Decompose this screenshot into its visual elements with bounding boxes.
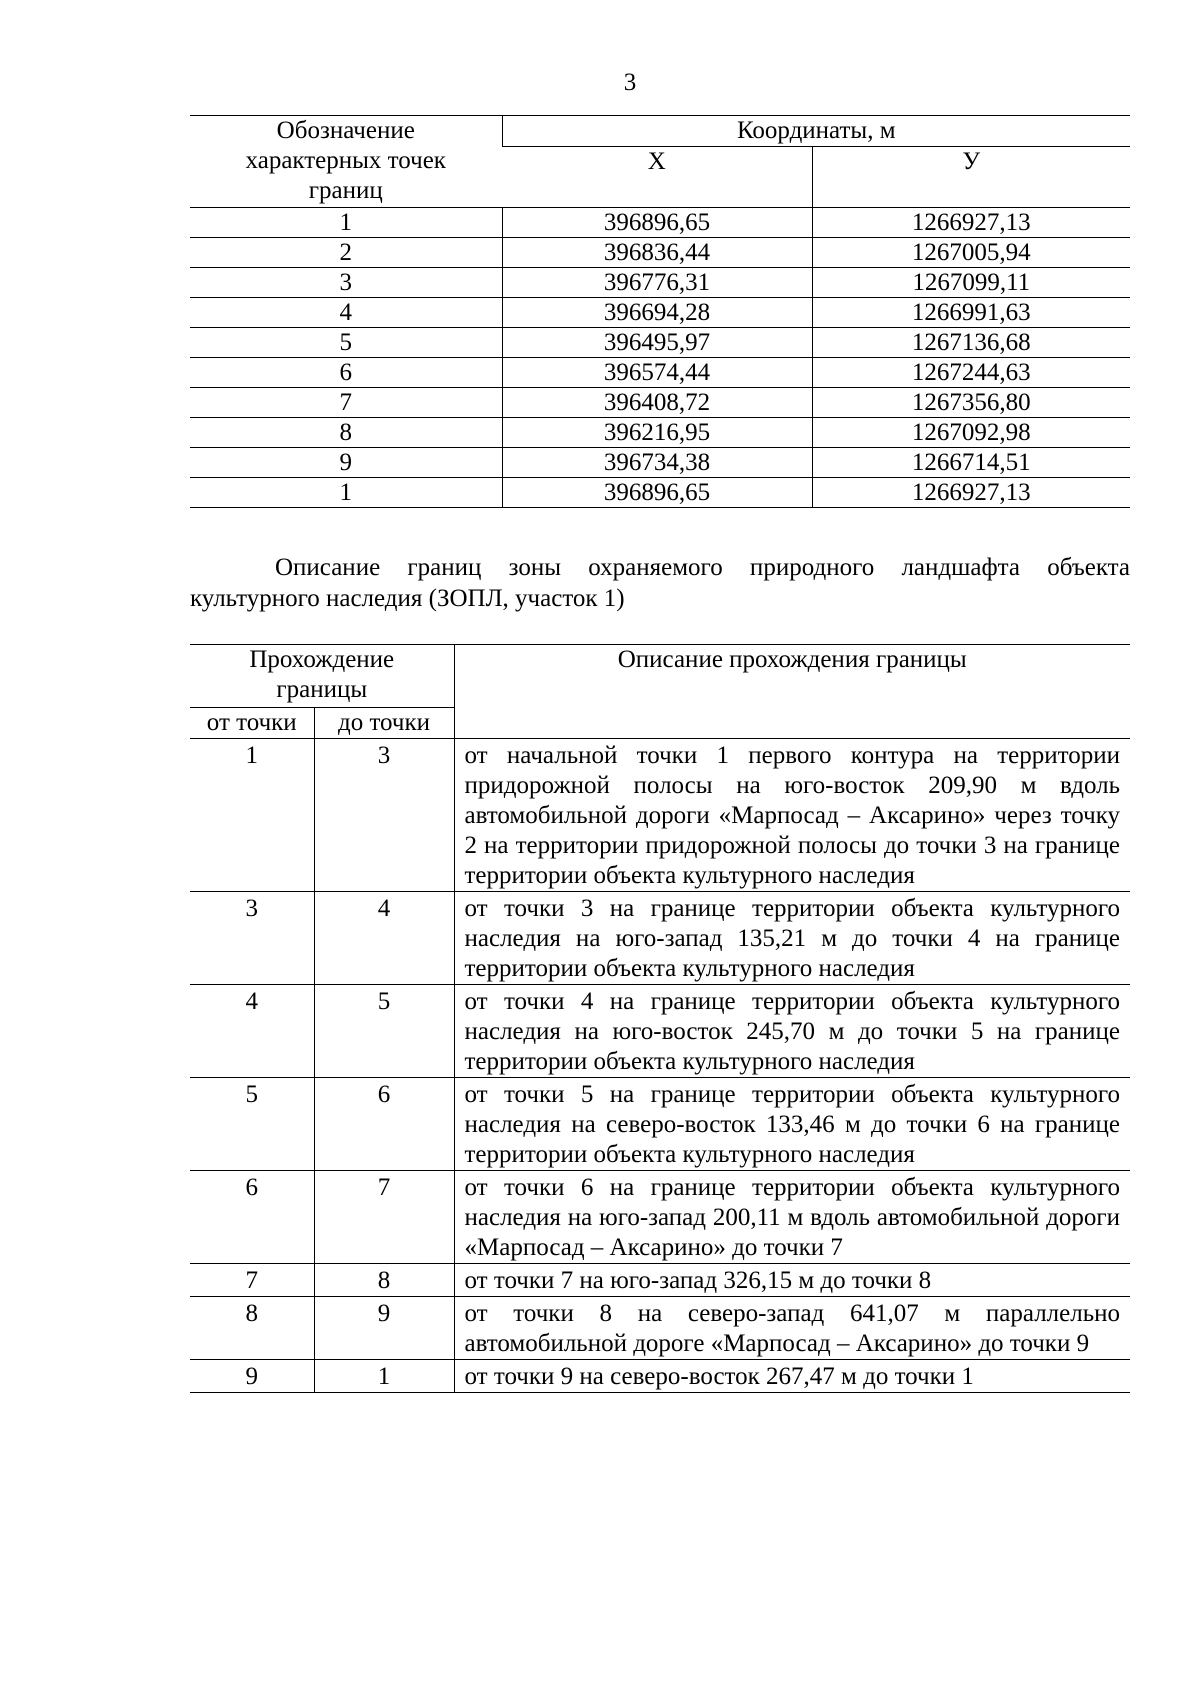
to-cell: 1	[314, 1360, 454, 1393]
table-row	[190, 1171, 1130, 1264]
table-row	[190, 1078, 1130, 1171]
point-cell: 2	[190, 238, 502, 268]
header-to: до точки	[314, 708, 454, 739]
point-cell: 1	[190, 478, 502, 508]
from-cell: 1	[190, 739, 314, 892]
x-cell: 396495,97	[502, 328, 812, 358]
x-cell: 396694,28	[502, 298, 812, 328]
x-cell: 396896,65	[502, 478, 812, 508]
table-row	[190, 478, 1130, 508]
table-row	[190, 1360, 1130, 1393]
from-cell: 6	[190, 1171, 314, 1264]
point-cell: 8	[190, 418, 502, 448]
section-description: Описание границ зоны охраняемого природного ландшафта объекта культурного наследия (ЗОПЛ, участок 1)	[190, 554, 1130, 612]
table-row	[190, 358, 1130, 388]
to-cell: 7	[314, 1171, 454, 1264]
point-cell: 1	[190, 208, 502, 238]
table-row	[190, 388, 1130, 418]
x-cell: 396408,72	[502, 388, 812, 418]
description-cell: от точки 4 на границе территории объекта культурного наследия на юго-восток 245,70 м до точки 5 на границе территории объекта культурного наследия	[454, 985, 1130, 1078]
coordinates-table	[190, 115, 1130, 508]
to-cell: 9	[314, 1297, 454, 1360]
description-cell: от точки 3 на границе территории объекта культурного наследия на юго-запад 135,21 м до точки 4 на границе территории объекта культурного наследия	[454, 892, 1130, 985]
y-cell: 1266927,13	[812, 208, 1130, 238]
table-row	[190, 268, 1130, 298]
header-designation: Обозначение характерных точек границ	[190, 116, 502, 208]
point-cell: 5	[190, 328, 502, 358]
point-cell: 3	[190, 268, 502, 298]
header-coordinates: Координаты, м	[502, 116, 1130, 147]
to-cell: 5	[314, 985, 454, 1078]
y-cell: 1267099,11	[812, 268, 1130, 298]
table-row	[190, 208, 1130, 238]
header-x: X	[502, 147, 812, 208]
to-cell: 6	[314, 1078, 454, 1171]
x-cell: 396836,44	[502, 238, 812, 268]
header-from: от точки	[190, 708, 314, 739]
table-row	[190, 739, 1130, 892]
to-cell: 8	[314, 1264, 454, 1297]
table-row	[190, 418, 1130, 448]
y-cell: 1267356,80	[812, 388, 1130, 418]
table-row	[190, 1297, 1130, 1360]
table-row	[190, 298, 1130, 328]
from-cell: 8	[190, 1297, 314, 1360]
x-cell: 396216,95	[502, 418, 812, 448]
x-cell: 396896,65	[502, 208, 812, 238]
point-cell: 4	[190, 298, 502, 328]
description-cell: от точки 9 на северо-восток 267,47 м до точки 1	[454, 1360, 1130, 1393]
from-cell: 5	[190, 1078, 314, 1171]
y-cell: 1267136,68	[812, 328, 1130, 358]
to-cell: 4	[314, 892, 454, 985]
description-cell: от точки 5 на границе территории объекта культурного наследия на северо-восток 133,46 м до точки 6 на границе территории объекта культурного наследия	[454, 1078, 1130, 1171]
description-cell: от точки 8 на северо-запад 641,07 м параллельно автомобильной дороге «Марпосад – Аксарино» до точки 9	[454, 1297, 1130, 1360]
y-cell: 1267244,63	[812, 358, 1130, 388]
y-cell: 1266927,13	[812, 478, 1130, 508]
from-cell: 7	[190, 1264, 314, 1297]
description-cell: от точки 6 на границе территории объекта культурного наследия на юго-запад 200,11 м вдоль автомобильной дороги «Марпосад – Аксарино» до точки 7	[454, 1171, 1130, 1264]
from-cell: 3	[190, 892, 314, 985]
table-row	[190, 328, 1130, 358]
page-number: 3	[623, 69, 637, 96]
header-y: У	[812, 147, 1130, 208]
description-cell: от начальной точки 1 первого контура на территории придорожной полосы на юго-восток 209,90 м вдоль автомобильной дороги «Марпосад – Аксарино» через точку 2 на территории придорожной полосы до точки 3 на границе территории объекта культурного наследия	[454, 739, 1130, 892]
table-row	[190, 985, 1130, 1078]
point-cell: 6	[190, 358, 502, 388]
boundary-table	[190, 644, 1130, 1393]
x-cell: 396776,31	[502, 268, 812, 298]
header-passage: Прохождение границы	[190, 645, 454, 708]
x-cell: 396734,38	[502, 448, 812, 478]
table-row	[190, 1264, 1130, 1297]
to-cell: 3	[314, 739, 454, 892]
table-row	[190, 448, 1130, 478]
description-cell: от точки 7 на юго-запад 326,15 м до точки 8	[454, 1264, 1130, 1297]
y-cell: 1267092,98	[812, 418, 1130, 448]
x-cell: 396574,44	[502, 358, 812, 388]
from-cell: 9	[190, 1360, 314, 1393]
y-cell: 1266714,51	[812, 448, 1130, 478]
table-row	[190, 238, 1130, 268]
point-cell: 7	[190, 388, 502, 418]
from-cell: 4	[190, 985, 314, 1078]
table-row	[190, 892, 1130, 985]
point-cell: 9	[190, 448, 502, 478]
y-cell: 1267005,94	[812, 238, 1130, 268]
header-description: Описание прохождения границы	[454, 645, 1130, 739]
y-cell: 1266991,63	[812, 298, 1130, 328]
